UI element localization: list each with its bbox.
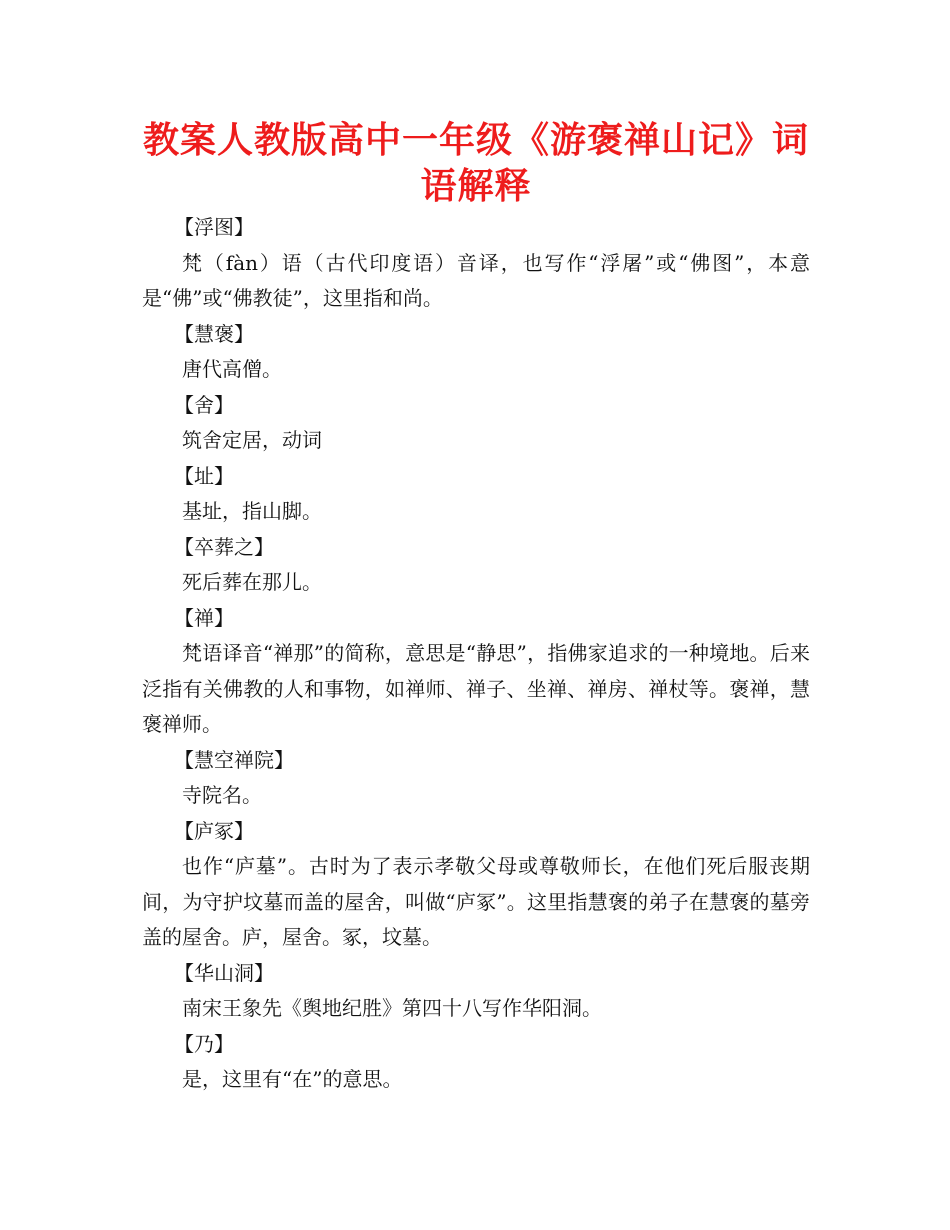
glossary-entry (142, 388, 810, 459)
entry-definition: 基址，指山脚。 (182, 499, 322, 523)
document-page (142, 0, 810, 1098)
glossary-entry (142, 814, 810, 956)
entry-definition: 也作“庐墓”。古时为了表示孝敬父母或尊敬师长，在他们死后服丧期间，为守护坟墓而盖的屋舍，叫做“庐冢”。这里指慧褒的弟子在慧褒的墓旁盖的屋舍。庐，屋舍。冢，坟墓。 (142, 854, 810, 949)
entry-term: 【浮图】 (174, 215, 254, 239)
glossary-entry (142, 210, 810, 317)
glossary-entry (142, 317, 810, 388)
glossary-entry (142, 530, 810, 601)
entry-term: 【乃】 (174, 1031, 234, 1056)
glossary-list (142, 210, 810, 1098)
entry-term: 【慧褒】 (174, 321, 254, 346)
entry-definition: 南宋王象先《舆地纪胜》第四十八写作华阳洞。 (182, 996, 602, 1020)
glossary-entry (142, 743, 810, 814)
glossary-entry (142, 1027, 810, 1098)
entry-definition: 死后葬在那儿。 (182, 570, 322, 594)
entry-definition: 寺院名。 (182, 783, 262, 807)
entry-definition: 梵（fàn）语（古代印度语）音译，也写作“浮屠”或“佛图”，本意是“佛”或“佛教徒”，这里指和尚。 (142, 250, 810, 310)
entry-definition: 唐代高僧。 (182, 357, 282, 381)
entry-term: 【卒葬之】 (174, 534, 274, 559)
entry-definition: 筑舍定居，动词 (182, 428, 322, 452)
entry-term: 【华山洞】 (174, 960, 274, 985)
entry-term: 【址】 (174, 463, 234, 488)
glossary-entry (142, 459, 810, 530)
entry-term: 【庐冢】 (174, 818, 254, 843)
entry-definition: 是，这里有“在”的意思。 (182, 1067, 403, 1091)
entry-term: 【慧空禅院】 (174, 747, 294, 772)
entry-term: 【禅】 (174, 605, 234, 630)
glossary-entry (142, 956, 810, 1027)
glossary-entry (142, 601, 810, 743)
entry-term: 【舍】 (174, 392, 234, 417)
entry-definition: 梵语译音“禅那”的简称，意思是“静思”，指佛家追求的一种境地。后来泛指有关佛教的人和事物，如禅师、禅子、坐禅、禅房、禅杖等。褒禅，慧褒禅师。 (142, 641, 810, 736)
document-title: 教案人教版高中一年级《游褒禅山记》词语解释 (142, 120, 809, 207)
